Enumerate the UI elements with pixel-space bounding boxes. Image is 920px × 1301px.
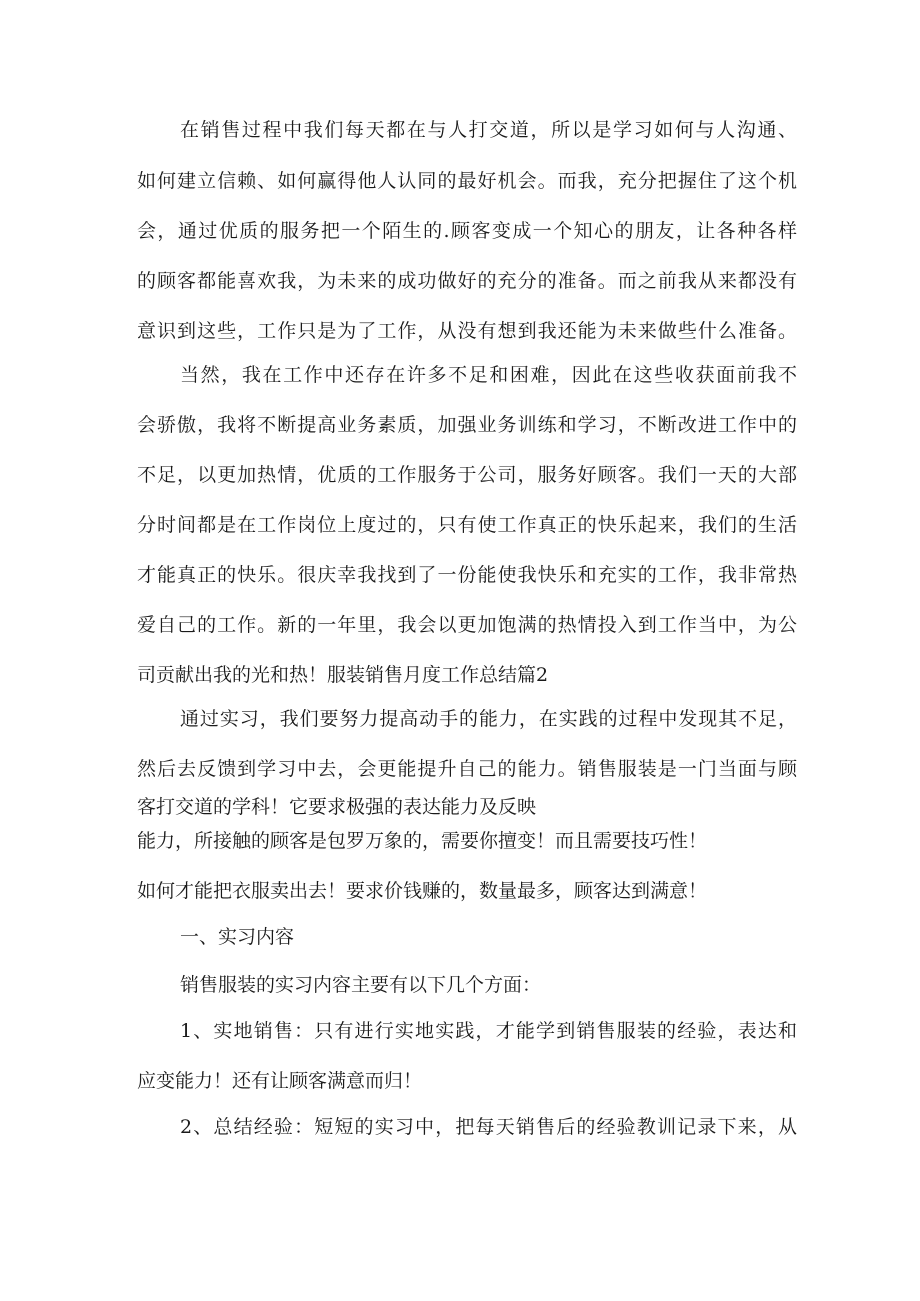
text-line: 应变能力！还有让顾客满意而归！ (137, 1070, 423, 1092)
text-line: 才能真正的快乐。很庆幸我找到了一份能使我快乐和充实的工作，我非常热 (137, 564, 797, 586)
text-line: 然后去反馈到学习中去，会更能提升自己的能力。销售服装是一门当面与顾 (137, 758, 797, 780)
text-line: 如何才能把衣服卖出去！要求价钱赚的，数量最多，顾客达到满意！ (137, 880, 708, 902)
text-line: 能力，所接触的顾客是包罗万象的，需要你擅变！而且需要技巧性！ (137, 830, 708, 852)
section-heading: 一、实习内容 (180, 926, 295, 948)
list-item: 1、实地销售：只有进行实地实践，才能学到销售服装的经验，表达和 (180, 1020, 797, 1042)
text-line: 当然，我在工作中还存在许多不足和困难，因此在这些收获面前我不 (180, 364, 797, 386)
list-item: 2、总结经验：短短的实习中，把每天销售后的经验教训记录下来，从 (180, 1116, 797, 1138)
text-line: 意识到这些，工作只是为了工作，从没有想到我还能为未来做些什么准备。 (137, 320, 797, 342)
text-line: 销售服装的实习内容主要有以下几个方面： (180, 974, 542, 996)
text-line: 的顾客都能喜欢我，为未来的成功做好的充分的准备。而之前我从来都没有 (137, 270, 797, 292)
text-line: 司贡献出我的光和热！服装销售月度工作总结篇2 (137, 664, 549, 686)
text-line: 在销售过程中我们每天都在与人打交道，所以是学习如何与人沟通、 (180, 119, 797, 141)
text-line: 会骄傲，我将不断提高业务素质，加强业务训练和学习，不断改进工作中的 (137, 414, 797, 436)
text-line: 客打交道的学科！它要求极强的表达能力及反映 (137, 796, 537, 818)
text-line: 会，通过优质的服务把一个陌生的.顾客变成一个知心的朋友，让各种各样 (137, 220, 797, 242)
text-line: 通过实习，我们要努力提高动手的能力，在实践的过程中发现其不足， (180, 708, 797, 730)
text-line: 分时间都是在工作岗位上度过的，只有使工作真正的快乐起来，我们的生活 (137, 514, 797, 536)
text-line: 不足，以更加热情，优质的工作服务于公司，服务好顾客。我们一天的大部 (137, 464, 797, 486)
text-line: 爱自己的工作。新的一年里，我会以更加饱满的热情投入到工作当中，为公 (137, 614, 797, 636)
text-line: 如何建立信赖、如何赢得他人认同的最好机会。而我，充分把握住了这个机 (137, 170, 797, 192)
